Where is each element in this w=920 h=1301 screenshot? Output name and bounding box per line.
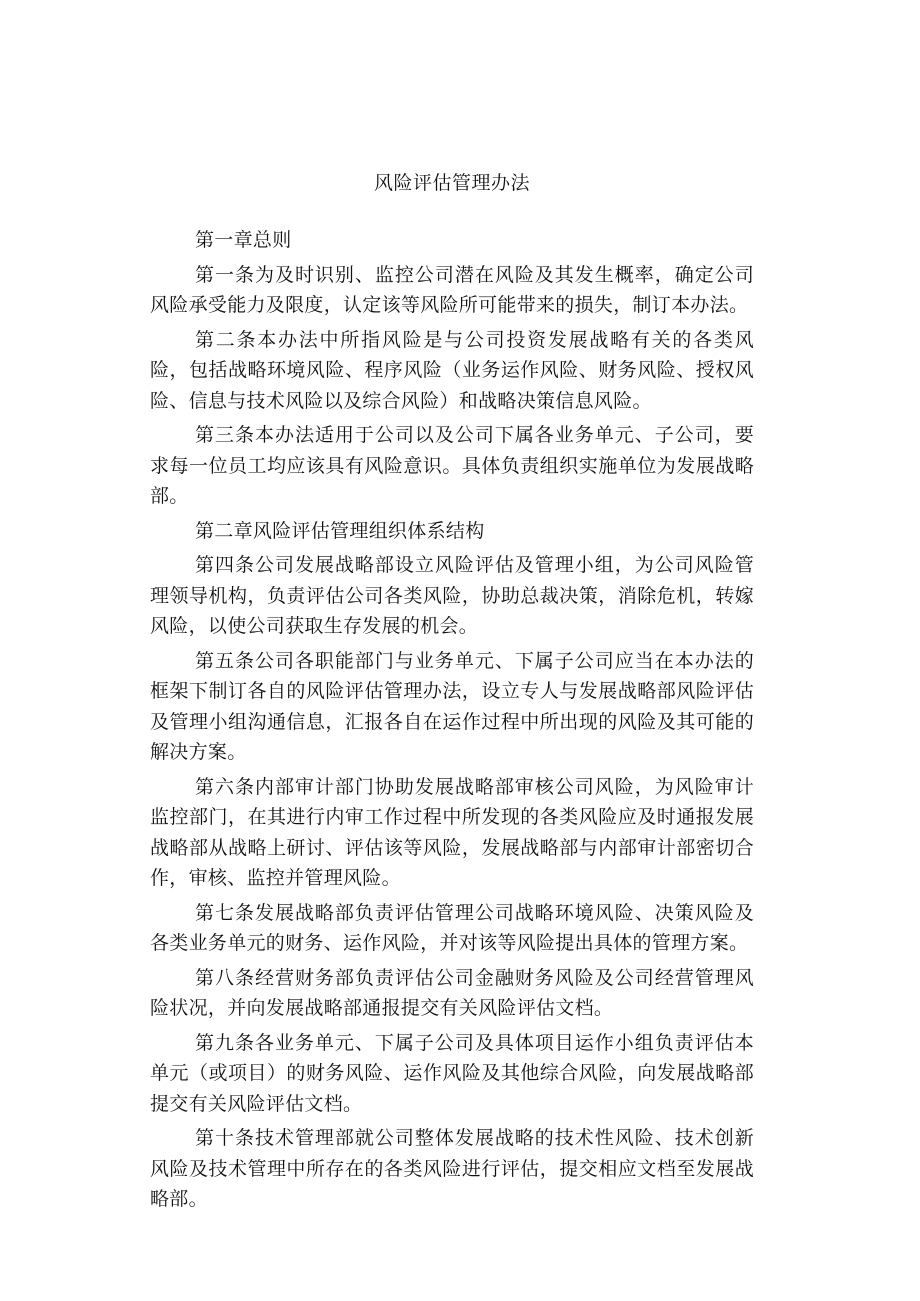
article-5: 第五条公司各职能部门与业务单元、下属子公司应当在本办法的框架下制订各自的风险评估管理办法，设立专人与发展战略部风险评估及管理小组沟通信息，汇报各自在运作过程中所出现的风险及其可能的解决方案。 bbox=[150, 649, 754, 763]
article-2: 第二条本办法中所指风险是与公司投资发展战略有关的各类风险，包括战略环境风险、程序风险（业务运作风险、财务风险、授权风险、信息与技术风险以及综合风险）和战略决策信息风险。 bbox=[150, 328, 754, 412]
article-8: 第八条经营财务部负责评估公司金融财务风险及公司经营管理风险状况，并向发展战略部通报提交有关风险评估文档。 bbox=[150, 966, 754, 1019]
article-10: 第十条技术管理部就公司整体发展战略的技术性风险、技术创新风险及技术管理中所存在的各类风险进行评估，提交相应文档至发展战略部。 bbox=[150, 1127, 754, 1210]
chapter-1-heading: 第一章总则 bbox=[195, 229, 292, 251]
document-body bbox=[150, 225, 754, 1219]
article-4: 第四条公司发展战略部设立风险评估及管理小组，为公司风险管理领导机构，负责评估公司各类风险，协助总裁决策，消除危机，转嫁风险，以使公司获取生存发展的机会。 bbox=[150, 554, 754, 637]
chapter-2-heading: 第二章风险评估管理组织体系结构 bbox=[195, 519, 485, 542]
article-1: 第一条为及时识别、监控公司潜在风险及其发生概率，确定公司风险承受能力及限度，认定该等风险所可能带来的损失，制订本办法。 bbox=[150, 263, 754, 316]
document-title: 风险评估管理办法 bbox=[373, 172, 530, 194]
article-9: 第九条各业务单元、下属子公司及具体项目运作小组负责评估本单元（或项目）的财务风险、运作风险及其他综合风险，向发展战略部提交有关风险评估文档。 bbox=[150, 1031, 754, 1115]
article-3: 第三条本办法适用于公司以及公司下属各业务单元、子公司，要求每一位员工均应该具有风险意识。具体负责组织实施单位为发展战略部。 bbox=[150, 424, 754, 507]
article-7: 第七条发展战略部负责评估管理公司战略环境风险、决策风险及各类业务单元的财务、运作风险，并对该等风险提出具体的管理方案。 bbox=[150, 901, 754, 954]
article-6: 第六条内部审计部门协助发展战略部审核公司风险，为风险审计监控部门，在其进行内审工作过程中所发现的各类风险应及时通报发展战略部从战略上研讨、评估该等风险，发展战略部与内部审计部密切合作，审核、监控并管理风险。 bbox=[150, 775, 754, 889]
